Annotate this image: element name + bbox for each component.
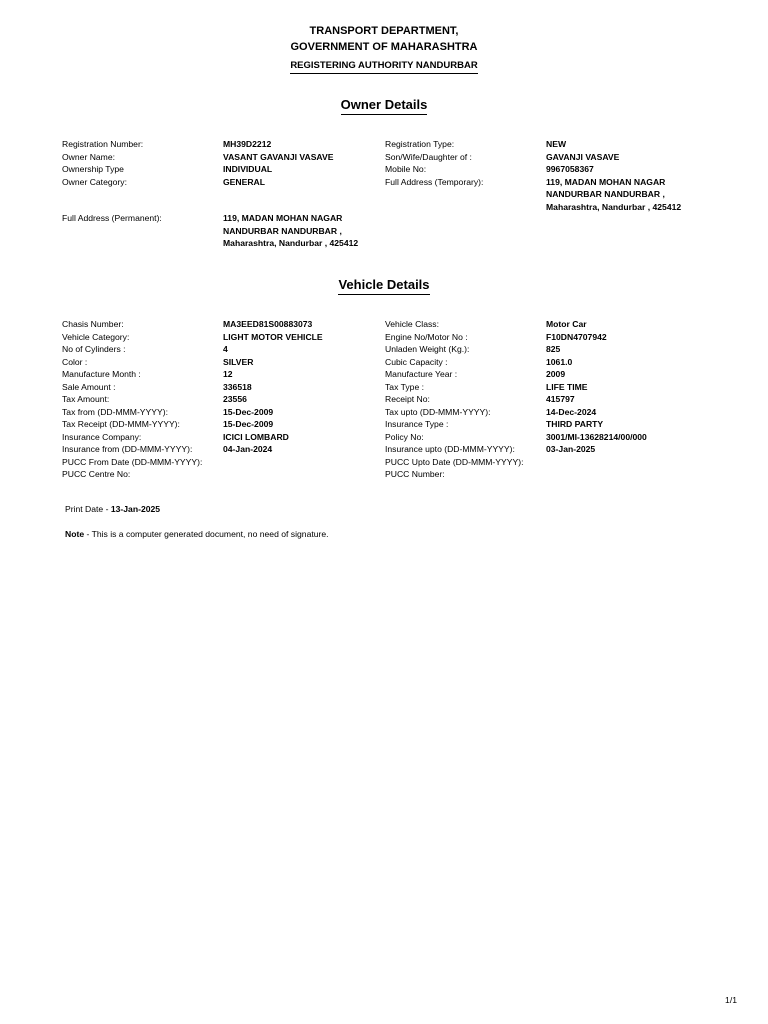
vehicle-details-heading <box>0 276 768 295</box>
field-label: Registration Number: <box>62 139 144 149</box>
header-department: TRANSPORT DEPARTMENT, <box>309 25 459 37</box>
permanent-address-block <box>62 212 385 250</box>
field-value: 9967058367 <box>546 164 594 174</box>
field-label: PUCC From Date (DD-MMM-YYYY): <box>62 456 203 467</box>
field-value: 12 <box>223 369 233 379</box>
field-label: Insurance from (DD-MMM-YYYY): <box>62 444 193 454</box>
field-label: Mobile No: <box>385 164 427 174</box>
field-label: Cubic Capacity : <box>385 356 448 367</box>
field-value: 336518 <box>223 381 252 392</box>
print-date-label: Print Date - <box>65 504 111 514</box>
table-row <box>62 331 716 344</box>
field-label: Tax from (DD-MMM-YYYY): <box>62 406 168 417</box>
field-value: 15-Dec-2009 <box>223 419 274 429</box>
field-value: 2009 <box>546 369 566 379</box>
field-value: 4 <box>223 344 228 354</box>
table-row <box>62 138 716 151</box>
field-value: 1061.0 <box>546 356 573 367</box>
field-label: Vehicle Class: <box>385 319 439 329</box>
table-row <box>62 163 716 176</box>
table-row <box>62 381 716 394</box>
table-row <box>62 406 716 419</box>
field-value <box>223 468 385 481</box>
permanent-address-line2: NANDURBAR NANDURBAR , <box>223 225 342 236</box>
field-value: VASANT GAVANJI VASAVE <box>223 151 334 162</box>
note-text: - This is a computer generated document, no need of signature. <box>84 529 329 539</box>
print-date-value: 13-Jan-2025 <box>110 504 161 514</box>
field-label: No of Cylinders : <box>62 344 126 354</box>
field-label: Color : <box>62 356 88 367</box>
field-label: PUCC Centre No: <box>62 469 131 479</box>
temporary-address-line1: 119, MADAN MOHAN NAGAR <box>546 176 666 187</box>
field-label: Engine No/Motor No : <box>385 331 468 342</box>
field-label: Owner Category: <box>62 176 127 187</box>
vehicle-details-title: Vehicle Details <box>338 277 429 295</box>
field-value <box>223 456 385 469</box>
field-label: Manufacture Month : <box>62 369 141 379</box>
temporary-address-line2: NANDURBAR NANDURBAR , <box>546 189 665 199</box>
field-value: NEW <box>546 139 567 149</box>
note-label: Note <box>65 529 85 539</box>
header-authority: REGISTERING AUTHORITY NANDURBAR <box>290 59 477 74</box>
field-label: Full Address (Permanent): <box>62 213 162 223</box>
field-value: 14-Dec-2024 <box>546 406 597 417</box>
table-row <box>62 318 716 331</box>
table-row <box>62 393 716 406</box>
owner-details-title: Owner Details <box>341 97 428 115</box>
field-value: ICICI LOMBARD <box>223 431 289 442</box>
field-label: Manufacture Year : <box>385 369 458 379</box>
note <box>65 529 329 539</box>
field-label: Ownership Type <box>62 164 124 174</box>
field-value: GENERAL <box>223 176 266 187</box>
temporary-address <box>546 176 716 214</box>
field-label: PUCC Number: <box>385 469 445 479</box>
print-date <box>65 504 160 514</box>
table-row <box>62 368 716 381</box>
table-row <box>62 468 716 481</box>
field-value: 825 <box>546 344 561 354</box>
field-label: Insurance Type : <box>385 419 449 429</box>
page-number: 1/1 <box>725 995 737 1005</box>
owner-details-table <box>62 138 716 213</box>
field-value <box>546 468 716 481</box>
table-row <box>62 212 385 250</box>
vehicle-details-table <box>62 318 716 481</box>
field-label: Owner Name: <box>62 151 116 162</box>
field-value: F10DN4707942 <box>546 331 607 342</box>
field-label: Vehicle Category: <box>62 331 130 342</box>
table-row <box>62 456 716 469</box>
field-label: Son/Wife/Daughter of : <box>385 151 472 162</box>
field-label: Tax upto (DD-MMM-YYYY): <box>385 406 491 417</box>
field-value: 23556 <box>223 394 247 404</box>
field-label: Tax Amount: <box>62 394 110 404</box>
permanent-address-line3: Maharashtra, Nandurbar , 425412 <box>223 238 359 248</box>
field-value: LIGHT MOTOR VEHICLE <box>223 331 323 342</box>
field-value: 04-Jan-2024 <box>223 444 273 454</box>
permanent-address-line1: 119, MADAN MOHAN NAGAR <box>223 213 343 223</box>
field-label: Policy No: <box>385 431 424 442</box>
table-row <box>62 151 716 164</box>
field-label: Full Address (Temporary): <box>385 176 484 187</box>
field-label: Insurance Company: <box>62 431 142 442</box>
table-row <box>62 176 716 214</box>
table-row <box>62 443 716 456</box>
temporary-address-line3: Maharashtra, Nandurbar , 425412 <box>546 201 682 212</box>
field-value: 03-Jan-2025 <box>546 444 596 454</box>
owner-details-heading <box>0 96 768 115</box>
field-value: MH39D2212 <box>223 139 272 149</box>
table-row <box>62 356 716 369</box>
permanent-address <box>223 212 385 250</box>
field-value: LIFE TIME <box>546 381 588 392</box>
field-value: 15-Dec-2009 <box>223 406 274 417</box>
field-value: INDIVIDUAL <box>223 164 273 174</box>
table-row <box>62 431 716 444</box>
field-value: THIRD PARTY <box>546 419 604 429</box>
field-label: Insurance upto (DD-MMM-YYYY): <box>385 444 515 454</box>
field-label: Chasis Number: <box>62 319 124 329</box>
table-row <box>62 418 716 431</box>
field-label: Registration Type: <box>385 139 455 149</box>
field-label: Tax Receipt (DD-MMM-YYYY): <box>62 419 180 429</box>
field-label: Unladen Weight (Kg.): <box>385 344 470 354</box>
table-row <box>62 343 716 356</box>
field-label: PUCC Upto Date (DD-MMM-YYYY): <box>385 456 524 467</box>
header-government: GOVERNMENT OF MAHARASHTRA <box>290 41 478 53</box>
field-value <box>546 456 716 469</box>
field-label: Sale Amount : <box>62 381 116 392</box>
document-header <box>0 24 768 74</box>
field-value: Motor Car <box>546 319 587 329</box>
field-label: Receipt No: <box>385 394 430 404</box>
field-value: 415797 <box>546 394 575 404</box>
field-value: 3001/MI-13628214/00/000 <box>546 431 647 442</box>
field-value: GAVANJI VASAVE <box>546 151 620 162</box>
field-value: MA3EED81S00883073 <box>223 319 313 329</box>
field-value: SILVER <box>223 356 254 367</box>
field-label: Tax Type : <box>385 381 425 392</box>
